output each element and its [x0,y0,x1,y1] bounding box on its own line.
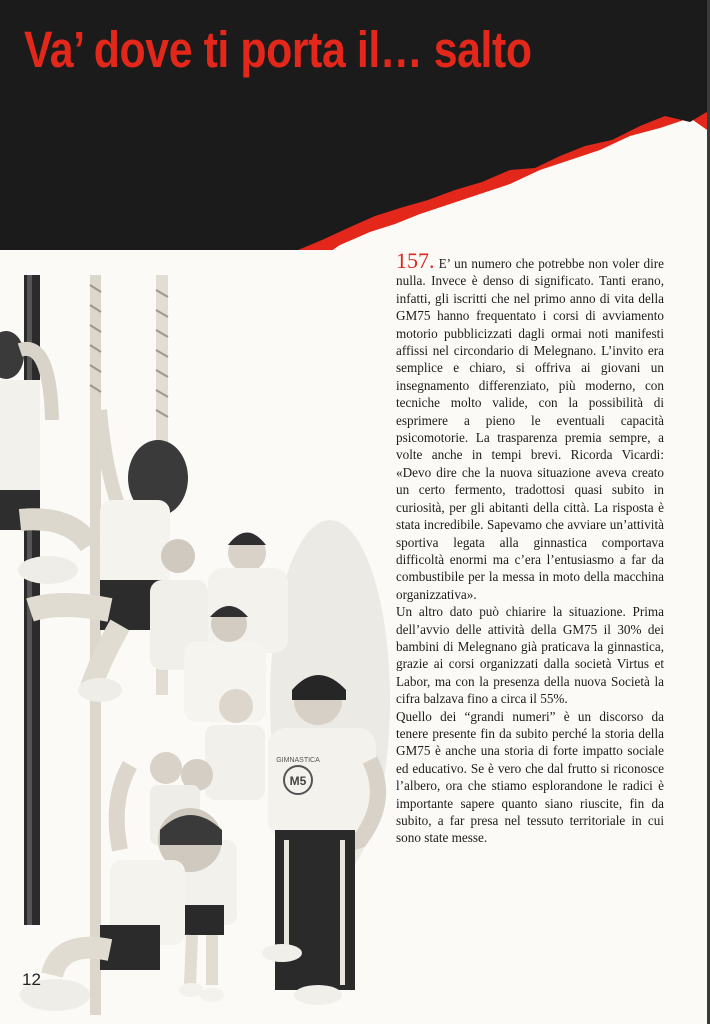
page-title: Va’ dove ti porta il… salto [24,21,532,78]
article-paragraph [396,248,664,603]
article-paragraph: Un altro dato può chiarire la situazione. Prima dell’avvio delle attività della GM75 il 30% dei bambini di Melegnano già praticava la ginnastica, grazie ai corsi organizzati dalla società Virtus et Labor, ma con la presenza della nuova Società la cifra balzava fino a circa il 55%. [396,604,664,707]
paragraph-text: E’ un numero che potrebbe non voler dire nulla. Invece è denso di significato. Tanti erano, infatti, gli iscritti che nel primo anno di vita della GM75 hanno frequentato i corsi di avviamento motorio pubblicizzati dagli ormai noti manifesti affissi nel circondario di Melegnano. L’invito era semplice e chiaro, si offriva ai giovani un insegnamento differenziato, più moderno, con tecniche molto valide, con la possibilità di esprimere a pieno le eventuali capacità psicomotorie. La trasparenza premia sempre, a volte anche in tempi brevi. Ricorda Vicardi: «Devo dire che la nuova situazione aveva creato un certo fermento, tradottosi quasi subito in curiosità, per gli abitanti della città. La risposta è stata incredibile. Sapevamo che avviare un’attività sportiva legata alla ginnastica comportava difficoltà enormi ma c’era l’entusiasmo a far da combustibile per la messa in moto della macchina organizzativa». [396,256,664,602]
lead-number: 157. [396,248,435,273]
gymnastics-photo [0,250,400,1024]
coach-shirt-logo: M5 [289,774,307,788]
article-paragraph: Quello dei “grandi numeri” è un discorso da tenere presente fin da subito perché la storia della GM75 è anche una storia di forte impatto sociale ed educativo. Se è vero che dal frutto si riconosce l’albero, ora che stiamo esplorandone le radici è importante sapere quanto siano riuscite, fin da subito, a far presa nel tessuto territoriale in cui sono state messe. [396,708,664,846]
page-number: 12 [22,970,41,989]
coach-shirt-text: GIMNASTICA [276,757,320,764]
article-body [396,248,664,847]
